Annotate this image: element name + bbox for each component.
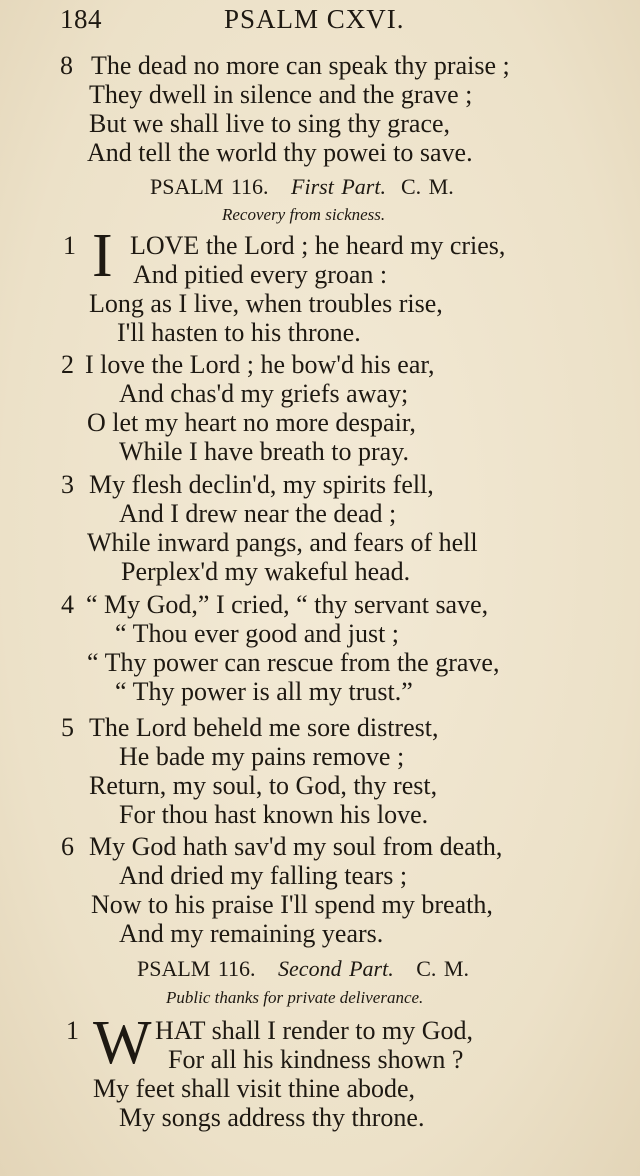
running-title: PSALM CXVI. xyxy=(224,4,405,34)
psalm-heading-number: PSALM 116. xyxy=(150,174,269,199)
psalm-heading-number: PSALM 116. xyxy=(137,956,256,981)
verse-line: He bade my pains remove ; xyxy=(119,742,405,771)
verse-line: And dried my falling tears ; xyxy=(119,861,408,890)
verse-line: While I have breath to pray. xyxy=(119,437,409,466)
verse-line: The dead no more can speak thy praise ; xyxy=(91,51,510,80)
verse-line: But we shall live to sing thy grace, xyxy=(89,109,451,138)
verse-line: While inward pangs, and fears of hell xyxy=(87,528,478,557)
verse-line: For all his kindness shown ? xyxy=(168,1045,464,1074)
page-number: 184 xyxy=(60,4,102,34)
verse-number: 8 xyxy=(60,51,73,80)
verse-line: I love the Lord ; he bow'd his ear, xyxy=(85,350,435,379)
verse-line: Now to his praise I'll spend my breath, xyxy=(91,890,493,919)
verse-line: My God hath sav'd my soul from death, xyxy=(89,832,503,861)
drop-cap: I xyxy=(92,222,113,290)
verse-line: And my remaining years. xyxy=(119,919,384,948)
psalm-subtitle: Public thanks for private deliverance. xyxy=(166,988,424,1007)
verse-line: LOVE the Lord ; he heard my cries, xyxy=(130,231,506,260)
verse-number: 4 xyxy=(61,590,74,619)
verse-number: 6 xyxy=(61,832,74,861)
verse-number: 1 xyxy=(63,231,76,260)
verse-line: “ Thy power can rescue from the grave, xyxy=(87,648,500,677)
verse-line: And tell the world thy powei to save. xyxy=(87,138,473,167)
verse-line: O let my heart no more despair, xyxy=(87,408,416,437)
verse-line: My feet shall visit thine abode, xyxy=(93,1074,416,1103)
verse-line: And I drew near the dead ; xyxy=(119,499,397,528)
verse-line: “ Thy power is all my trust.” xyxy=(115,677,413,706)
verse-line: And pitied every groan : xyxy=(133,260,388,289)
verse-number: 5 xyxy=(61,713,74,742)
verse-number: 2 xyxy=(61,350,74,379)
verse-line: My songs address thy throne. xyxy=(119,1103,425,1132)
verse-number: 1 xyxy=(66,1016,79,1045)
verse-line: My flesh declin'd, my spirits fell, xyxy=(89,470,434,499)
verse-line: And chas'd my griefs away; xyxy=(119,379,409,408)
verse-line: I'll hasten to his throne. xyxy=(117,318,361,347)
verse-number: 3 xyxy=(61,470,74,499)
psalm-heading-meter: C. M. xyxy=(400,174,454,199)
psalm-subtitle: Recovery from sickness. xyxy=(222,205,386,224)
psalm-heading-meter: C. M. xyxy=(416,956,469,981)
verse-line: “ My God,” I cried, “ thy servant save, xyxy=(86,590,489,619)
verse-line: “ Thou ever good and just ; xyxy=(115,619,400,648)
verse-line: The Lord beheld me sore distrest, xyxy=(89,713,439,742)
drop-cap: W xyxy=(93,1009,152,1077)
psalm-heading xyxy=(137,956,469,982)
psalm-heading-part: Second Part. xyxy=(278,956,394,981)
psalm-heading xyxy=(150,174,454,200)
verse-line: HAT shall I render to my God, xyxy=(155,1016,473,1045)
verse-line: Perplex'd my wakeful head. xyxy=(121,557,411,586)
verse-line: Return, my soul, to God, thy rest, xyxy=(89,771,438,800)
verse-line: Long as I live, when troubles rise, xyxy=(89,289,443,318)
verse-line: They dwell in silence and the grave ; xyxy=(89,80,473,109)
psalm-heading-part: First Part. xyxy=(291,174,386,199)
verse-line: For thou hast known his love. xyxy=(119,800,429,829)
